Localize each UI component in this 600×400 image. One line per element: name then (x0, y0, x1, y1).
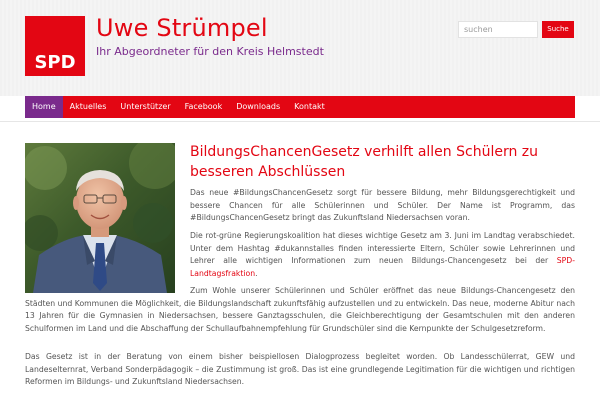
main-navigation (25, 96, 575, 118)
nav-item-facebook[interactable]: Facebook (184, 102, 223, 111)
header-divider (0, 121, 600, 122)
article-paragraph-4: Das Gesetz ist in der Beratung von einem bisher beispiellosen Dialogprozess begleitet worden. Ob Landesschülerrat, GEW und Landeselternrat, Verband Sonderpädagogik – die Zustimmung ist groß. Das ist eine grundlegende Legitimation für die wichtigen und richtigen Reformen im Bildungs- und Zukunftsland Niedersachsen. (25, 352, 575, 387)
paragraph-2-end: . (255, 268, 258, 278)
nav-item-downloads[interactable]: Downloads (236, 102, 281, 111)
article-paragraph-2 (190, 230, 575, 280)
search-button[interactable]: Suche (542, 21, 574, 38)
paragraph-2-text: Die rot-grüne Regierungskoalition hat dieses wichtige Gesetz am 3. Juni im Landtag verabschiedet. Unter dem Hashtag #dukannstalles finden interessierte Eltern, Schüler sowie Lehrerinnen und Lehrer alle wichtigen Informationen zum neuen Bildungs-Chancengesetz bei der (190, 231, 575, 266)
spd-logo[interactable] (25, 16, 85, 76)
article-paragraph-3: Zum Wohle unserer Schülerinnen und Schüler eröffnet das neue Bildungs-Chancengesetz den Städten und Kommunen die Möglichkeit, die Bildungslandschaft zukunftsfähig aufzustellen und zu entwickeln. Das neue, moderne Abitur nach 13 Jahren für die Gymnasien in Niedersachsen, bessere Ganztagsschulen, die Gleichberechtigung der Gesamtschulen mit den anderen Schulformen im Land und die Abschaffung der Schullaufbahnempfehlung für Grundschüler sind die Kernpunkte der Schulgesetzreform. (25, 286, 575, 333)
article-paragraph-1: Das neue #BildungsChancenGesetz sorgt für bessere Bildung, mehr Bildungsgerechtigkeit und bessere Chancen für alle Schülerinnen und Schüler. Der Name ist Programm, das #BildungsChancenGesetz bringt das Zukunftsland Niedersachsen voran. (190, 188, 575, 223)
site-title[interactable]: Uwe Strümpel (96, 14, 268, 42)
logo-text: SPD (34, 52, 76, 73)
search-input[interactable] (458, 21, 538, 38)
nav-item-home[interactable]: Home (25, 96, 63, 118)
spd-landtagsfraktion-link[interactable]: SPD-Landtagsfraktion (190, 256, 575, 278)
nav-item-unterstuetzer[interactable]: Unterstützer (120, 102, 171, 111)
nav-item-aktuelles[interactable]: Aktuelles (69, 102, 107, 111)
article-title[interactable]: BildungsChancenGesetz verhilft allen Schülern zu besseren Abschlüssen (190, 144, 539, 180)
site-header (0, 0, 600, 96)
portrait-photo (25, 143, 175, 293)
spd-logo-mark (25, 16, 85, 76)
site-tagline: Ihr Abgeordneter für den Kreis Helmstedt (96, 45, 324, 58)
nav-item-kontakt[interactable]: Kontakt (294, 102, 325, 111)
